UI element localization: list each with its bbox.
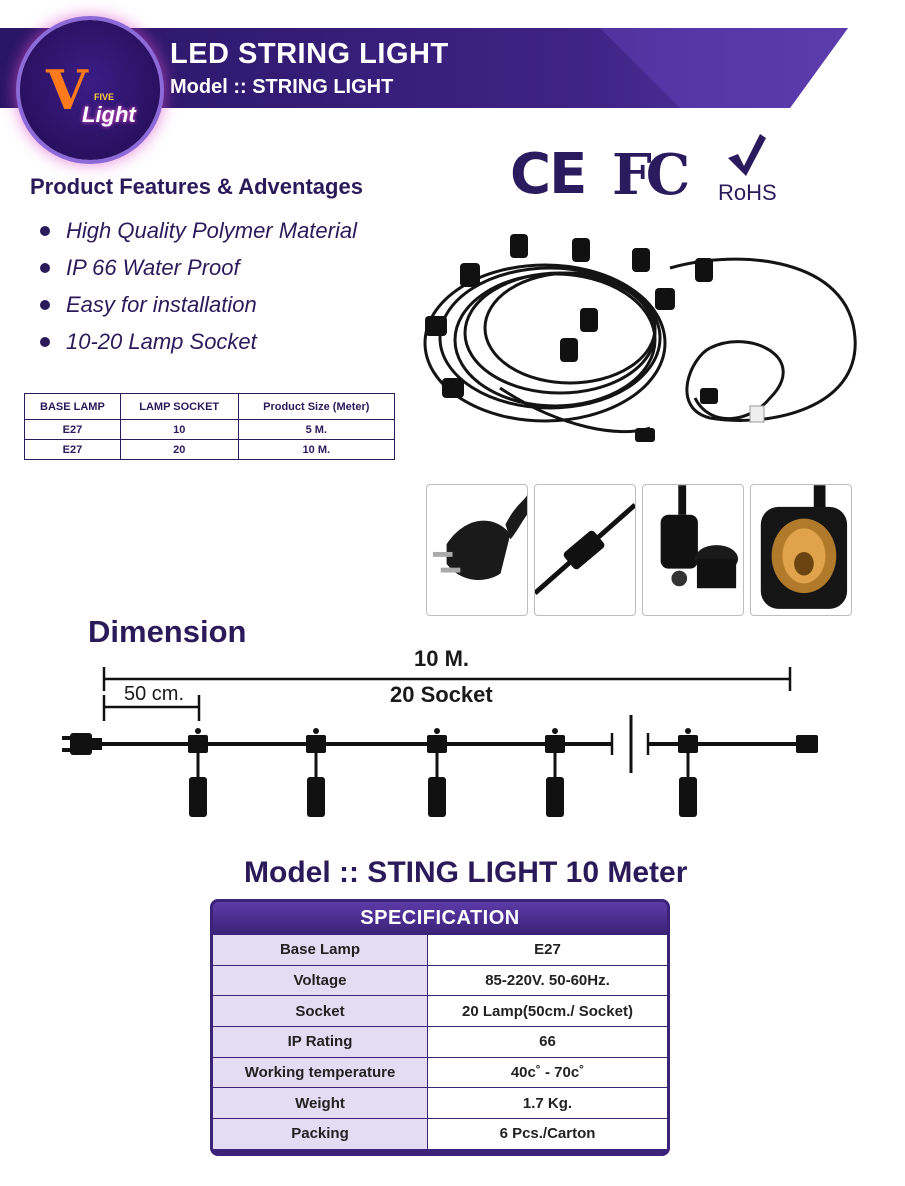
waterproof-joint-photo — [642, 484, 744, 616]
table-row — [25, 420, 395, 440]
table-cell: 10 M. — [238, 440, 394, 460]
table-row — [213, 995, 667, 1026]
dimension-title: Dimension — [88, 614, 247, 649]
connector-photo — [534, 484, 636, 616]
table-cell: E27 — [25, 420, 121, 440]
plug-photo — [426, 484, 528, 616]
features-list — [40, 212, 357, 360]
rohs-label: RoHS — [718, 180, 777, 205]
table-row — [213, 934, 667, 965]
model-title: Model :: STING LIGHT 10 Meter — [244, 856, 688, 889]
specification-table — [210, 899, 670, 1156]
spec-key: Weight — [213, 1088, 428, 1118]
spacing-label: 50 cm. — [124, 683, 185, 705]
table-row — [213, 1118, 667, 1149]
table-cell: 10 — [120, 420, 238, 440]
spec-key: Packing — [213, 1119, 428, 1149]
spec-value: 6 Pcs./Carton — [428, 1119, 667, 1149]
table-cell: E27 — [25, 440, 121, 460]
spec-key: Voltage — [213, 966, 428, 996]
table-header-row — [25, 394, 395, 420]
bullet-icon — [40, 263, 50, 273]
bullet-icon — [40, 300, 50, 310]
list-item: High Quality Polymer Material — [40, 212, 357, 249]
list-item: Easy for installation — [40, 286, 357, 323]
spec-value: 1.7 Kg. — [428, 1088, 667, 1118]
rohs-check-icon — [724, 132, 768, 178]
table-row — [25, 440, 395, 460]
lamp-socket-photo — [750, 484, 852, 616]
spec-value: 40c˚ - 70c˚ — [428, 1058, 667, 1088]
bullet-icon — [40, 337, 50, 347]
socket-icons — [188, 728, 698, 817]
fcc-mark-icon: FC — [612, 142, 685, 208]
page-title: LED STRING LIGHT — [170, 38, 449, 70]
table-cell: 20 — [120, 440, 238, 460]
list-item: IP 66 Water Proof — [40, 249, 357, 286]
column-header: BASE LAMP — [25, 394, 121, 420]
bullet-icon — [40, 226, 50, 236]
table-row — [213, 1057, 667, 1088]
spec-key: Socket — [213, 996, 428, 1026]
spec-key: IP Rating — [213, 1027, 428, 1057]
spec-key: Working temperature — [213, 1058, 428, 1088]
dimension-diagram — [0, 655, 905, 825]
ce-mark-icon: CE — [510, 142, 586, 207]
product-photo — [410, 228, 870, 458]
socket-count-label: 20 Socket — [390, 682, 493, 707]
spec-key: Base Lamp — [213, 935, 428, 965]
total-length-label: 10 M. — [414, 646, 470, 671]
list-item: 10-20 Lamp Socket — [40, 323, 357, 360]
spec-heading: SPECIFICATION — [213, 902, 667, 934]
spec-value: 66 — [428, 1027, 667, 1057]
end-connector-icon — [796, 735, 818, 753]
column-header: Product Size (Meter) — [238, 394, 394, 420]
column-header: LAMP SOCKET — [120, 394, 238, 420]
spec-footer — [213, 1149, 667, 1153]
spec-value: 85-220V. 50-60Hz. — [428, 966, 667, 996]
size-table — [24, 393, 395, 460]
spec-value: 20 Lamp(50cm./ Socket) — [428, 996, 667, 1026]
table-cell: 5 M. — [238, 420, 394, 440]
spec-value: E27 — [428, 935, 667, 965]
features-title: Product Features & Adventages — [30, 174, 363, 199]
plug-icon — [62, 733, 102, 755]
logo-five-text: FIVE — [94, 92, 115, 102]
page-subtitle: Model :: STRING LIGHT — [170, 76, 394, 98]
logo-letter: V — [46, 58, 88, 122]
logo-light-text: Light — [82, 102, 136, 127]
table-row — [213, 1087, 667, 1118]
table-row — [213, 965, 667, 996]
table-row — [213, 1026, 667, 1057]
brand-logo — [20, 20, 160, 160]
